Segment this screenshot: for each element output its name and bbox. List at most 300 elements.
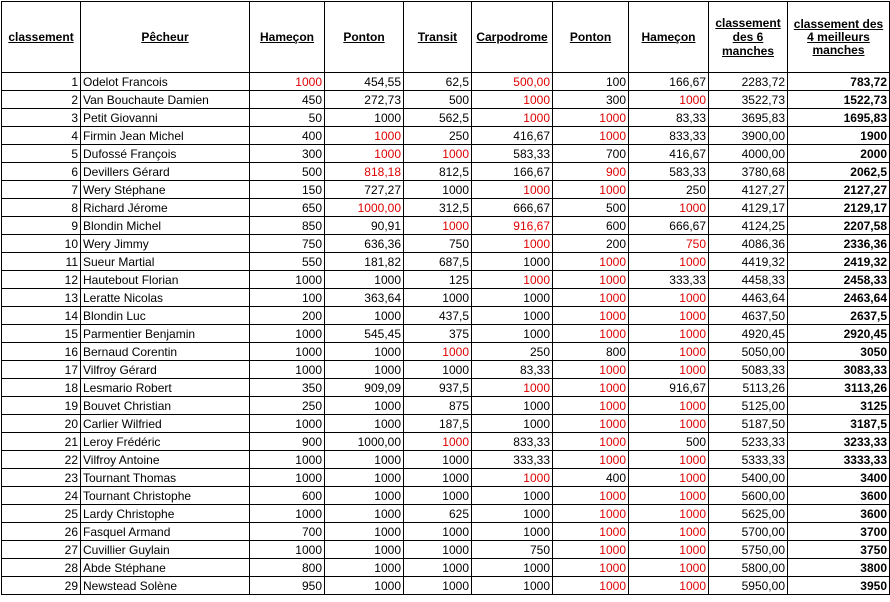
score-cell: 1000,00 [325,199,404,217]
angler-name-cell: Petit Giovanni [81,109,250,127]
score-cell: 1000 [250,271,325,289]
total-6-cell: 5113,26 [709,379,788,397]
score-cell: 1000 [553,415,629,433]
score-cell: 1000 [404,469,472,487]
score-cell: 181,82 [325,253,404,271]
total-6-cell: 5700,00 [709,523,788,541]
score-cell: 1000 [472,181,553,199]
score-cell: 1000 [629,343,709,361]
score-cell: 1000 [629,469,709,487]
score-cell: 1000 [553,379,629,397]
total-6-cell: 5050,00 [709,343,788,361]
total-6-cell: 4419,32 [709,253,788,271]
score-cell: 1000 [250,469,325,487]
angler-name-cell: Blondin Michel [81,217,250,235]
score-cell: 1000 [472,397,553,415]
rank-cell: 19 [2,397,81,415]
angler-name-cell: Odelot Francois [81,73,250,91]
score-cell: 1000 [629,325,709,343]
best-4-cell: 3113,26 [788,379,890,397]
table-row [2,343,890,361]
total-6-cell: 5600,00 [709,487,788,505]
table-row [2,325,890,343]
score-cell: 1000 [629,307,709,325]
score-cell: 1000 [629,577,709,595]
score-cell: 1000 [553,181,629,199]
score-cell: 450 [250,91,325,109]
score-cell: 1000 [325,307,404,325]
total-6-cell: 5125,00 [709,397,788,415]
total-6-cell: 5187,50 [709,415,788,433]
angler-name-cell: Bernaud Corentin [81,343,250,361]
score-cell: 1000 [629,523,709,541]
score-cell: 1000 [553,289,629,307]
score-cell: 333,33 [472,451,553,469]
score-cell: 375 [404,325,472,343]
rank-cell: 7 [2,181,81,199]
angler-name-cell: Carlier Wilfried [81,415,250,433]
score-cell: 850 [250,217,325,235]
score-cell: 1000 [472,487,553,505]
score-cell: 312,5 [404,199,472,217]
score-cell: 1000 [553,109,629,127]
header-row [2,2,890,73]
table-row [2,127,890,145]
rank-cell: 11 [2,253,81,271]
angler-name-cell: Tournant Christophe [81,487,250,505]
score-cell: 62,5 [404,73,472,91]
score-cell: 1000 [404,217,472,235]
angler-name-cell: Tournant Thomas [81,469,250,487]
rank-cell: 6 [2,163,81,181]
score-cell: 1000 [404,145,472,163]
score-cell: 1000 [325,109,404,127]
best-4-cell: 2637,5 [788,307,890,325]
angler-name-cell: Newstead Solène [81,577,250,595]
score-cell: 1000 [250,415,325,433]
score-cell: 1000 [250,343,325,361]
header-carpodrome: Carpodrome [472,2,553,73]
header-hamecon-2: Hameçon [629,2,709,73]
best-4-cell: 3333,33 [788,451,890,469]
score-cell: 300 [250,145,325,163]
score-cell: 583,33 [629,163,709,181]
score-cell: 1000 [629,361,709,379]
best-4-cell: 2127,27 [788,181,890,199]
score-cell: 500,00 [472,73,553,91]
score-cell: 1000 [553,559,629,577]
rank-cell: 12 [2,271,81,289]
score-cell: 1000 [325,487,404,505]
total-6-cell: 5233,33 [709,433,788,451]
rank-cell: 17 [2,361,81,379]
score-cell: 1000 [629,487,709,505]
score-cell: 1000 [404,289,472,307]
table-row [2,523,890,541]
score-cell: 1000 [553,487,629,505]
score-cell: 125 [404,271,472,289]
score-cell: 1000 [629,559,709,577]
total-6-cell: 3522,73 [709,91,788,109]
score-cell: 727,27 [325,181,404,199]
rank-cell: 20 [2,415,81,433]
rank-cell: 9 [2,217,81,235]
table-row [2,253,890,271]
score-cell: 1000 [629,199,709,217]
rank-cell: 18 [2,379,81,397]
score-cell: 833,33 [472,433,553,451]
score-cell: 90,91 [325,217,404,235]
angler-name-cell: Vilfroy Gérard [81,361,250,379]
score-cell: 1000 [629,505,709,523]
best-4-cell: 3600 [788,487,890,505]
score-cell: 1000 [325,271,404,289]
score-cell: 1000 [629,397,709,415]
header-best-4: classement des 4 meilleurs manches [788,2,890,73]
score-cell: 100 [553,73,629,91]
score-cell: 1000 [472,109,553,127]
table-row [2,271,890,289]
score-cell: 1000 [404,577,472,595]
score-cell: 250 [629,181,709,199]
score-cell: 1000 [553,253,629,271]
table-row [2,163,890,181]
angler-name-cell: Parmentier Benjamin [81,325,250,343]
score-cell: 1000 [629,451,709,469]
score-cell: 800 [250,559,325,577]
total-6-cell: 5083,33 [709,361,788,379]
table-row [2,397,890,415]
score-cell: 416,67 [472,127,553,145]
score-cell: 583,33 [472,145,553,163]
angler-name-cell: Firmin Jean Michel [81,127,250,145]
angler-name-cell: Hautebout Florian [81,271,250,289]
header-transit: Transit [404,2,472,73]
angler-name-cell: Dufossé François [81,145,250,163]
score-cell: 1000 [553,307,629,325]
score-cell: 50 [250,109,325,127]
score-cell: 1000 [629,541,709,559]
rank-cell: 21 [2,433,81,451]
angler-name-cell: Lesmario Robert [81,379,250,397]
best-4-cell: 3125 [788,397,890,415]
score-cell: 666,67 [472,199,553,217]
score-cell: 1000 [553,451,629,469]
ranking-rows [2,73,890,595]
total-6-cell: 5400,00 [709,469,788,487]
score-cell: 500 [629,433,709,451]
score-cell: 500 [404,91,472,109]
rank-cell: 8 [2,199,81,217]
table-row [2,289,890,307]
score-cell: 600 [250,487,325,505]
score-cell: 1000 [250,451,325,469]
best-4-cell: 3950 [788,577,890,595]
angler-name-cell: Abde Stéphane [81,559,250,577]
best-4-cell: 2458,33 [788,271,890,289]
score-cell: 1000 [404,451,472,469]
table-row [2,451,890,469]
score-cell: 687,5 [404,253,472,271]
score-cell: 1000 [250,325,325,343]
header-total-6: classement des 6 manches [709,2,788,73]
best-4-cell: 2463,64 [788,289,890,307]
header-hamecon-1: Hameçon [250,2,325,73]
table-row [2,199,890,217]
score-cell: 166,67 [629,73,709,91]
best-4-cell: 3600 [788,505,890,523]
score-cell: 750 [404,235,472,253]
angler-name-cell: Leroy Frédéric [81,433,250,451]
score-cell: 400 [553,469,629,487]
angler-name-cell: Cuvillier Guylain [81,541,250,559]
rank-cell: 14 [2,307,81,325]
total-6-cell: 3780,68 [709,163,788,181]
table-row [2,91,890,109]
table-row [2,577,890,595]
table-row [2,541,890,559]
rank-cell: 13 [2,289,81,307]
score-cell: 909,09 [325,379,404,397]
best-4-cell: 783,72 [788,73,890,91]
best-4-cell: 2000 [788,145,890,163]
score-cell: 250 [472,343,553,361]
score-cell: 1000 [325,451,404,469]
table-row [2,469,890,487]
score-cell: 454,55 [325,73,404,91]
table-row [2,73,890,91]
total-6-cell: 4458,33 [709,271,788,289]
score-cell: 1000 [472,289,553,307]
score-cell: 1000 [553,271,629,289]
score-cell: 916,67 [629,379,709,397]
score-cell: 750 [629,235,709,253]
rank-cell: 1 [2,73,81,91]
score-cell: 1000 [553,577,629,595]
best-4-cell: 2920,45 [788,325,890,343]
score-cell: 400 [250,127,325,145]
score-cell: 1000 [472,505,553,523]
rank-cell: 28 [2,559,81,577]
best-4-cell: 3083,33 [788,361,890,379]
score-cell: 1000 [629,253,709,271]
score-cell: 1000 [472,91,553,109]
score-cell: 1000 [250,361,325,379]
score-cell: 1000 [553,325,629,343]
rank-cell: 29 [2,577,81,595]
score-cell: 650 [250,199,325,217]
score-cell: 818,18 [325,163,404,181]
score-cell: 1000 [325,577,404,595]
score-cell: 333,33 [629,271,709,289]
rank-cell: 27 [2,541,81,559]
total-6-cell: 4920,45 [709,325,788,343]
total-6-cell: 4127,27 [709,181,788,199]
score-cell: 562,5 [404,109,472,127]
best-4-cell: 3050 [788,343,890,361]
score-cell: 833,33 [629,127,709,145]
score-cell: 1000 [325,361,404,379]
best-4-cell: 3700 [788,523,890,541]
score-cell: 625 [404,505,472,523]
score-cell: 1000 [629,91,709,109]
score-cell: 550 [250,253,325,271]
score-cell: 250 [250,397,325,415]
table-row [2,181,890,199]
total-6-cell: 4124,25 [709,217,788,235]
score-cell: 272,73 [325,91,404,109]
score-cell: 1000 [325,127,404,145]
score-cell: 1000 [250,73,325,91]
score-cell: 250 [404,127,472,145]
score-cell: 1000 [472,415,553,433]
score-cell: 1000,00 [325,433,404,451]
total-6-cell: 5625,00 [709,505,788,523]
angler-name-cell: Vilfroy Antoine [81,451,250,469]
score-cell: 750 [472,541,553,559]
score-cell: 1000 [325,505,404,523]
best-4-cell: 2129,17 [788,199,890,217]
angler-name-cell: Van Bouchaute Damien [81,91,250,109]
ranking-table [1,1,890,595]
angler-name-cell: Richard Jérome [81,199,250,217]
best-4-cell: 3800 [788,559,890,577]
score-cell: 1000 [404,181,472,199]
table-row [2,235,890,253]
score-cell: 750 [250,235,325,253]
score-cell: 500 [553,199,629,217]
best-4-cell: 2336,36 [788,235,890,253]
score-cell: 800 [553,343,629,361]
angler-name-cell: Wery Jimmy [81,235,250,253]
table-row [2,559,890,577]
score-cell: 1000 [404,541,472,559]
angler-name-cell: Lardy Christophe [81,505,250,523]
rank-cell: 4 [2,127,81,145]
score-cell: 1000 [629,289,709,307]
best-4-cell: 1522,73 [788,91,890,109]
rank-cell: 2 [2,91,81,109]
score-cell: 363,64 [325,289,404,307]
rank-cell: 15 [2,325,81,343]
angler-name-cell: Fasquel Armand [81,523,250,541]
score-cell: 916,67 [472,217,553,235]
score-cell: 1000 [472,577,553,595]
table-row [2,109,890,127]
best-4-cell: 1695,83 [788,109,890,127]
score-cell: 700 [553,145,629,163]
total-6-cell: 2283,72 [709,73,788,91]
header-ponton-1: Ponton [325,2,404,73]
angler-name-cell: Wery Stéphane [81,181,250,199]
score-cell: 1000 [472,235,553,253]
total-6-cell: 5950,00 [709,577,788,595]
score-cell: 1000 [404,559,472,577]
score-cell: 1000 [472,559,553,577]
total-6-cell: 5333,33 [709,451,788,469]
best-4-cell: 3750 [788,541,890,559]
score-cell: 900 [250,433,325,451]
angler-name-cell: Bouvet Christian [81,397,250,415]
table-row [2,505,890,523]
rank-cell: 24 [2,487,81,505]
total-6-cell: 4463,64 [709,289,788,307]
score-cell: 1000 [472,469,553,487]
best-4-cell: 2062,5 [788,163,890,181]
table-row [2,415,890,433]
score-cell: 437,5 [404,307,472,325]
table-row [2,217,890,235]
score-cell: 416,67 [629,145,709,163]
rank-cell: 22 [2,451,81,469]
score-cell: 150 [250,181,325,199]
score-cell: 350 [250,379,325,397]
score-cell: 1000 [472,253,553,271]
score-cell: 1000 [553,523,629,541]
score-cell: 187,5 [404,415,472,433]
score-cell: 1000 [325,397,404,415]
score-cell: 1000 [325,541,404,559]
score-cell: 200 [553,235,629,253]
score-cell: 1000 [472,271,553,289]
score-cell: 1000 [404,361,472,379]
angler-name-cell: Leratte Nicolas [81,289,250,307]
total-6-cell: 5750,00 [709,541,788,559]
best-4-cell: 3400 [788,469,890,487]
angler-name-cell: Sueur Martial [81,253,250,271]
best-4-cell: 3233,33 [788,433,890,451]
score-cell: 1000 [472,523,553,541]
table-row [2,307,890,325]
score-cell: 83,33 [472,361,553,379]
total-6-cell: 4129,17 [709,199,788,217]
rank-cell: 25 [2,505,81,523]
rank-cell: 10 [2,235,81,253]
score-cell: 200 [250,307,325,325]
score-cell: 1000 [472,379,553,397]
score-cell: 600 [553,217,629,235]
score-cell: 875 [404,397,472,415]
score-cell: 666,67 [629,217,709,235]
score-cell: 1000 [553,397,629,415]
angler-name-cell: Blondin Luc [81,307,250,325]
score-cell: 100 [250,289,325,307]
table-row [2,487,890,505]
score-cell: 1000 [325,469,404,487]
score-cell: 1000 [250,541,325,559]
table-row [2,361,890,379]
total-6-cell: 4086,36 [709,235,788,253]
table-row [2,379,890,397]
rank-cell: 23 [2,469,81,487]
total-6-cell: 3900,00 [709,127,788,145]
rank-cell: 3 [2,109,81,127]
score-cell: 1000 [553,541,629,559]
total-6-cell: 4000,00 [709,145,788,163]
rank-cell: 26 [2,523,81,541]
score-cell: 1000 [553,505,629,523]
total-6-cell: 3695,83 [709,109,788,127]
header-classement: classement [2,2,81,73]
best-4-cell: 3187,5 [788,415,890,433]
score-cell: 636,36 [325,235,404,253]
score-cell: 545,45 [325,325,404,343]
score-cell: 900 [553,163,629,181]
table-row [2,433,890,451]
score-cell: 300 [553,91,629,109]
score-cell: 1000 [472,325,553,343]
score-cell: 1000 [325,523,404,541]
